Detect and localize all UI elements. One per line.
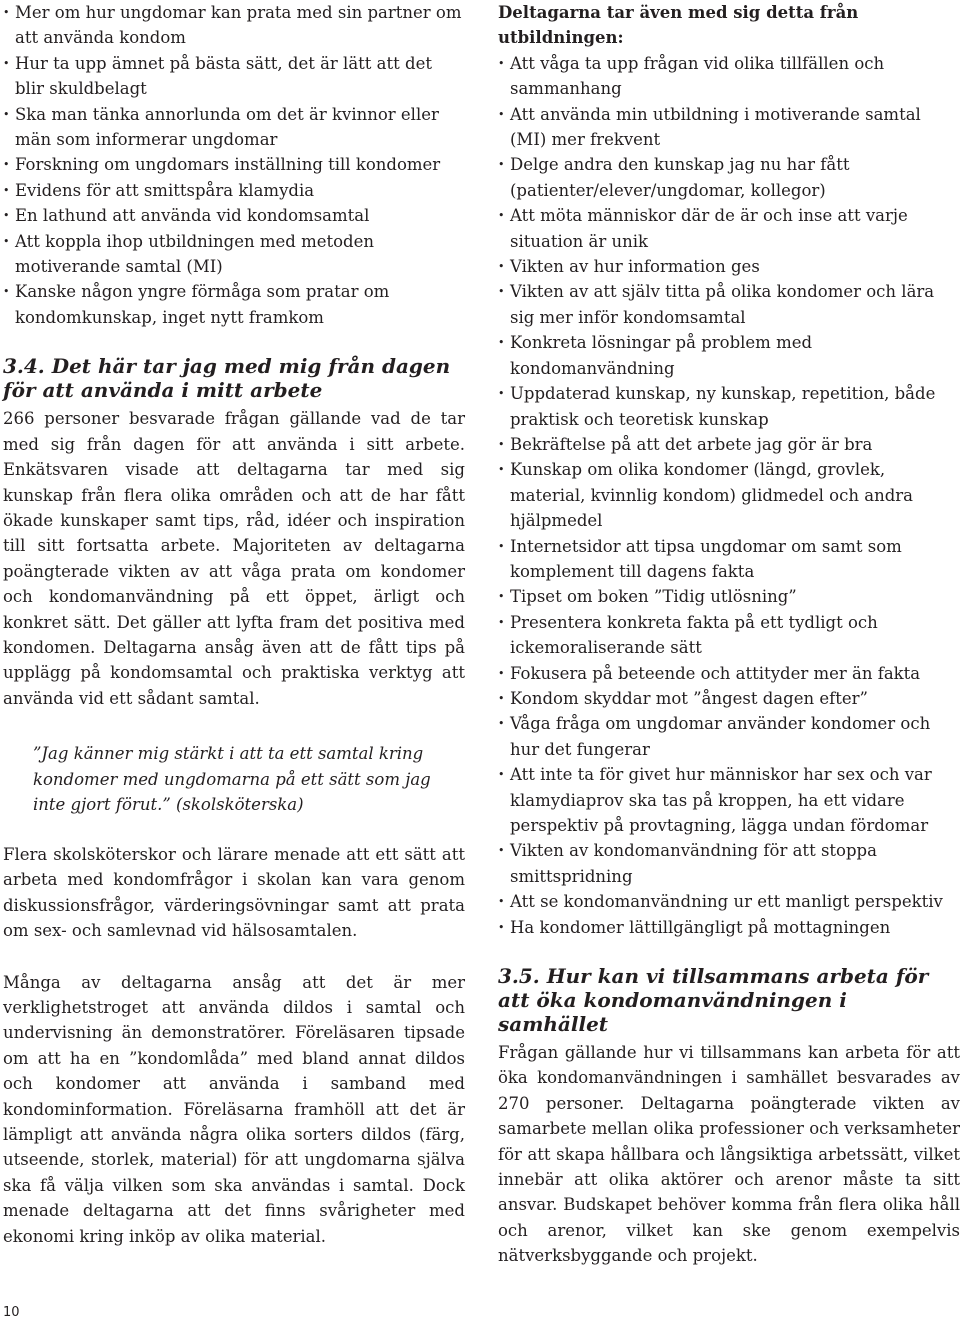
list-item: • Mer om hur ungdomar kan prata med sin partner om att använda kondom xyxy=(3,0,465,51)
list-item: • Ha kondomer lättillgängligt på mottagningen xyxy=(498,915,960,940)
body-paragraph: 266 personer besvarade frågan gällande vad de tar med sig från dagen för att använda i sitt arbete. Enkätsvaren visade att deltagarna tar med sig kunskap från flera olika områden och att de har fått ökade kunskaper samt tips, råd, idéer och inspiration till sitt fortsatta arbete. Majoriteten av deltagarna poängterade vikten av att våga prata om kondomer och kondomanvändning på ett öppet, ärligt och konkret sätt. Det gäller att lyfta fram det positiva med kondomen. Deltagarna ansåg även att de fått tips på upplägg på kondomsamtal och praktiska verktyg att använda vid ett sådant samtal. xyxy=(3,409,465,708)
list-item: • Vikten av att själv titta på olika kondomer och lära sig mer inför kondomsamtal xyxy=(498,279,960,330)
list-lead-heading: Deltagarna tar även med sig detta från utbildningen: xyxy=(498,3,859,48)
list-item: • Att se kondomanvändning ur ett manligt perspektiv xyxy=(498,889,960,914)
list-item: • Evidens för att smittspåra klamydia xyxy=(3,178,465,203)
right-column xyxy=(498,0,960,1269)
list-item: • Våga fråga om ungdomar använder kondomer och hur det fungerar xyxy=(498,711,960,762)
list-item: • Att inte ta för givet hur människor har sex och var klamydiaprov ska tas på kroppen, ha ett vidare perspektiv på provtagning, lägga undan fördomar xyxy=(498,762,960,838)
list-item: • Ska man tänka annorlunda om det är kvinnor eller män som informerar ungdomar xyxy=(3,102,465,153)
body-paragraph: Flera skolsköterskor och lärare menade att ett sätt att arbeta med kondomfrågor i skolan kan vara genom diskussionsfrågor, värderingsövningar samt att prata om sex- och samlevnad vid hälsosamtalen. xyxy=(3,844,465,941)
section-heading-3-4: 3.4. Det här tar jag med mig från dagen för att använda i mitt arbete xyxy=(3,354,451,403)
page-number: 10 xyxy=(3,1305,20,1320)
list-item: • Vikten av kondomanvändning för att stoppa smittspridning xyxy=(498,838,960,889)
list-item: • Kanske någon yngre förmåga som pratar om kondomkunskap, inget nytt framkom xyxy=(3,279,465,330)
wishes-bullet-list xyxy=(3,0,465,330)
list-item: • Hur ta upp ämnet på bästa sätt, det är lätt att det blir skuldbelagt xyxy=(3,51,465,102)
list-item: • Konkreta lösningar på problem med kondomanvändning xyxy=(498,330,960,381)
body-paragraph: Många av deltagarna ansåg att det är mer verklighetstroget att använda dildos i samtal och undervisning än demonstratörer. Föreläsaren tipsade om att ha en ”kondomlåda” med bland annat dildos och kondomer att använda i samband med kondominformation. Föreläsarna framhöll att det är lämpligt att använda några olika sorters dildos (färg, utseende, storlek, material) för att ungdomarna själva ska få välja vilken som ska användas i samtal. Dock menade deltagarna att det finns svårigheter med ekonomi kring inköp av olika material. xyxy=(3,972,465,1246)
list-item: • Fokusera på beteende och attityder mer än fakta xyxy=(498,661,960,686)
list-item: • Att använda min utbildning i motiverande samtal (MI) mer frekvent xyxy=(498,102,960,153)
left-column xyxy=(3,0,465,1249)
list-item: • Att våga ta upp frågan vid olika tillfällen och sammanhang xyxy=(498,51,960,102)
quote-block: ”Jag känner mig stärkt i att ta ett samtal kring kondomer med ungdomarna på ett sätt som jag inte gjort förut.” (skolsköterska) xyxy=(33,744,431,815)
list-item: • En lathund att använda vid kondomsamtal xyxy=(3,203,465,228)
body-paragraph: Frågan gällande hur vi tillsammans kan arbeta för att öka kondomanvändningen i samhället besvarades av 270 personer. Deltagarna poängterade vikten av samarbete mellan olika professioner och verksamheter för att skapa hållbara och långsiktiga arbetssätt, vilket innebär att olika aktörer och arenor måste ta sitt ansvar. Budskapet behöver komma från flera olika håll och arenor, vilket kan ske genom exempelvis nätverksbyggande och projekt. xyxy=(498,1043,960,1266)
list-item: • Kondom skyddar mot ”ångest dagen efter” xyxy=(498,686,960,711)
list-item: • Delge andra den kunskap jag nu har fått (patienter/elever/ungdomar, kollegor) xyxy=(498,152,960,203)
list-item: • Bekräftelse på att det arbete jag gör är bra xyxy=(498,432,960,457)
section-heading-3-5: 3.5. Hur kan vi tillsammans arbeta för att öka kondomanvändningen i samhället xyxy=(498,964,929,1037)
list-item: • Uppdaterad kunskap, ny kunskap, repetition, både praktisk och teoretisk kunskap xyxy=(498,381,960,432)
list-item: • Forskning om ungdomars inställning till kondomer xyxy=(3,152,465,177)
list-item: • Vikten av hur information ges xyxy=(498,254,960,279)
list-item: • Presentera konkreta fakta på ett tydligt och ickemoraliserande sätt xyxy=(498,610,960,661)
list-item: • Internetsidor att tipsa ungdomar om samt som komplement till dagens fakta xyxy=(498,534,960,585)
list-item: • Att koppla ihop utbildningen med metoden motiverande samtal (MI) xyxy=(3,229,465,280)
list-item: • Kunskap om olika kondomer (längd, grovlek, material, kvinnlig kondom) glidmedel och andra hjälpmedel xyxy=(498,457,960,533)
list-item: • Att möta människor där de är och inse att varje situation är unik xyxy=(498,203,960,254)
takeaways-bullet-list xyxy=(498,51,960,940)
list-item: • Tipset om boken ”Tidig utlösning” xyxy=(498,584,960,609)
